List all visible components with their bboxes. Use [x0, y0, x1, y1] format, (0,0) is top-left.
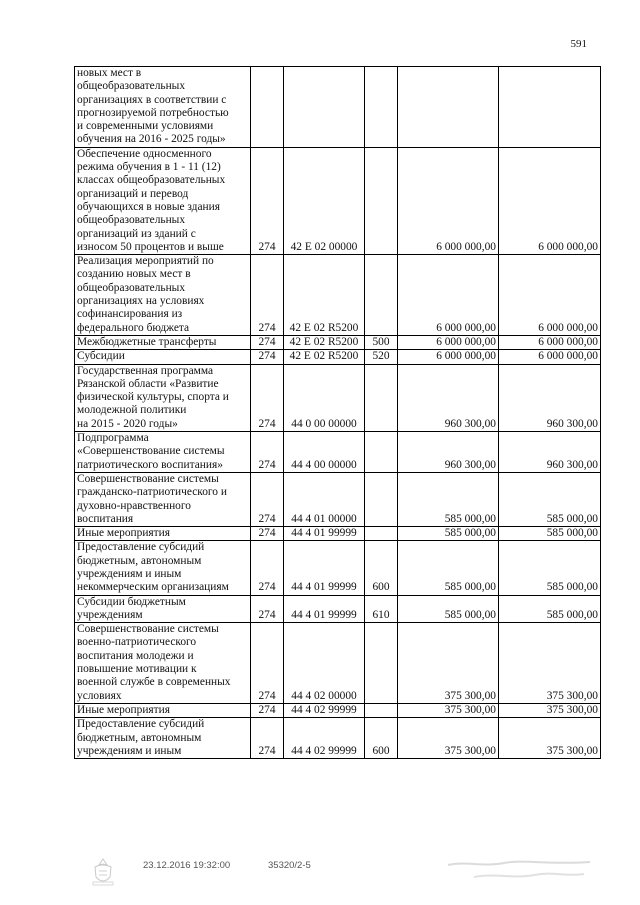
cell-vr — [365, 147, 398, 254]
cell-ved: 274 — [251, 350, 284, 364]
cell-sum-1: 375 300,00 — [398, 703, 499, 717]
cell-name-line: бюджетным, автономным — [77, 731, 202, 744]
cell-name-line: Иные мероприятия — [77, 527, 170, 540]
cell-name-line: режима обучения в 1 - 11 (12) — [77, 161, 221, 174]
cell-name-line: физической культуры, спорта и — [77, 391, 229, 404]
cell-vr: 500 — [365, 335, 398, 349]
cell-name — [75, 541, 251, 595]
cell-ved: 274 — [251, 623, 284, 704]
cell-ved: 274 — [251, 595, 284, 623]
cell-name-line: Подпрограмма — [77, 432, 149, 445]
cell-name-line: военной службе в современных — [77, 676, 231, 689]
cell-sum-2: 6 000 000,00 — [499, 335, 601, 349]
cell-sum-2: 585 000,00 — [499, 472, 601, 526]
budget-table-body — [75, 67, 601, 759]
cell-sum-2: 6 000 000,00 — [499, 255, 601, 336]
table-row — [75, 623, 601, 704]
cell-csr: 42 Е 02 R5200 — [284, 335, 365, 349]
cell-name-line: Государственная программа — [77, 364, 214, 377]
cell-ved: 274 — [251, 541, 284, 595]
cell-name-line: Иные мероприятия — [77, 703, 170, 716]
cell-csr: 44 4 01 99999 — [284, 541, 365, 595]
cell-sum-1: 585 000,00 — [398, 541, 499, 595]
cell-sum-2: 6 000 000,00 — [499, 350, 601, 364]
cell-name-line: Субсидии — [77, 350, 125, 363]
cell-sum-2: 585 000,00 — [499, 541, 601, 595]
cell-name-line: Совершенствование системы — [77, 623, 219, 636]
cell-sum-2: 585 000,00 — [499, 595, 601, 623]
cell-csr: 44 4 02 00000 — [284, 623, 365, 704]
table-row — [75, 255, 601, 336]
table-row — [75, 472, 601, 526]
cell-csr: 42 Е 02 R5200 — [284, 350, 365, 364]
cell-name-line: на 2015 - 2020 годы» — [77, 417, 178, 430]
table-row — [75, 147, 601, 254]
cell-sum-1: 6 000 000,00 — [398, 350, 499, 364]
table-row — [75, 595, 601, 623]
cell-sum-1: 960 300,00 — [398, 364, 499, 431]
cell-name-line: созданию новых мест в — [77, 268, 191, 281]
cell-name-line: организациях на условиях — [77, 295, 205, 308]
cell-ved: 274 — [251, 364, 284, 431]
cell-sum-1: 585 000,00 — [398, 595, 499, 623]
cell-name-line: общеобразовательных — [77, 214, 186, 227]
table-row — [75, 364, 601, 431]
cell-vr — [365, 472, 398, 526]
footer-datetime: 23.12.2016 19:32:00 — [143, 860, 231, 871]
table-row — [75, 350, 601, 364]
cell-sum-2: 960 300,00 — [499, 432, 601, 473]
cell-name-line: молодежной политики — [77, 404, 187, 417]
cell-sum-1 — [398, 67, 499, 148]
cell-name-line: повышение мотивации к — [77, 663, 197, 676]
cell-sum-2: 6 000 000,00 — [499, 147, 601, 254]
cell-sum-1: 375 300,00 — [398, 718, 499, 759]
cell-ved: 274 — [251, 147, 284, 254]
cell-name-line: «Совершенствование системы — [77, 445, 225, 458]
cell-name — [75, 350, 251, 364]
cell-name-line: общеобразовательных — [77, 281, 186, 294]
cell-name-line: организациях в соответствии с — [77, 93, 227, 106]
cell-sum-1: 960 300,00 — [398, 432, 499, 473]
cell-name-line: и современными условиями — [77, 120, 214, 133]
cell-name-line: организаций из зданий с — [77, 227, 196, 240]
cell-name-line: духовно-нравственного — [77, 499, 191, 512]
cell-vr — [365, 623, 398, 704]
cell-vr — [365, 67, 398, 148]
cell-sum-1: 585 000,00 — [398, 472, 499, 526]
cell-sum-2: 375 300,00 — [499, 718, 601, 759]
cell-name — [75, 432, 251, 473]
cell-name-line: некоммерческим организациям — [77, 581, 229, 594]
table-row — [75, 527, 601, 541]
cell-csr: 44 0 00 00000 — [284, 364, 365, 431]
cell-name-line: софинансирования из — [77, 308, 183, 321]
table-row — [75, 335, 601, 349]
cell-ved: 274 — [251, 703, 284, 717]
cell-ved: 274 — [251, 255, 284, 336]
cell-name-line: Межбюджетные трансферты — [77, 335, 217, 348]
cell-name-line: обучения на 2016 - 2025 годы» — [77, 133, 226, 146]
cell-name — [75, 472, 251, 526]
cell-csr: 44 4 01 00000 — [284, 472, 365, 526]
table-row — [75, 541, 601, 595]
cell-vr: 610 — [365, 595, 398, 623]
cell-name-line: Предоставление субсидий — [77, 541, 205, 554]
cell-name — [75, 703, 251, 717]
cell-name-line: обучающихся в новые здания — [77, 200, 220, 213]
cell-vr — [365, 432, 398, 473]
cell-name-line: Предоставление субсидий — [77, 718, 205, 731]
cell-sum-2: 960 300,00 — [499, 364, 601, 431]
cell-vr — [365, 527, 398, 541]
cell-name-line: Субсидии бюджетным — [77, 595, 186, 608]
cell-name-line: федерального бюджета — [77, 321, 190, 334]
cell-name — [75, 255, 251, 336]
cell-name — [75, 623, 251, 704]
cell-name — [75, 67, 251, 148]
cell-ved: 274 — [251, 432, 284, 473]
cell-ved: 274 — [251, 527, 284, 541]
cell-ved: 274 — [251, 472, 284, 526]
cell-name — [75, 147, 251, 254]
cell-name-line: Обеспечение односменного — [77, 147, 212, 160]
cell-name-line: учреждениям и иным — [77, 567, 182, 580]
cell-sum-2: 375 300,00 — [499, 623, 601, 704]
cell-name — [75, 364, 251, 431]
cell-sum-1: 6 000 000,00 — [398, 147, 499, 254]
page-number: 591 — [570, 38, 587, 50]
cell-ved — [251, 67, 284, 148]
cell-ved: 274 — [251, 718, 284, 759]
cell-name — [75, 335, 251, 349]
cell-name-line: Рязанской области «Развитие — [77, 377, 219, 390]
table-row — [75, 67, 601, 148]
cell-sum-1: 6 000 000,00 — [398, 255, 499, 336]
table-row — [75, 718, 601, 759]
cell-csr: 42 Е 02 R5200 — [284, 255, 365, 336]
cell-sum-2: 585 000,00 — [499, 527, 601, 541]
cell-csr: 42 Е 02 00000 — [284, 147, 365, 254]
copy-stamp-icon — [444, 857, 594, 883]
cell-name-line: новых мест в — [77, 67, 142, 79]
cell-name-line: Реализация мероприятий по — [77, 255, 214, 268]
cell-sum-2 — [499, 67, 601, 148]
cell-name-line: учреждениям — [77, 608, 143, 621]
cell-csr: 44 4 00 00000 — [284, 432, 365, 473]
cell-sum-1: 585 000,00 — [398, 527, 499, 541]
cell-name-line: патриотического воспитания» — [77, 458, 223, 471]
cell-vr: 600 — [365, 718, 398, 759]
cell-name-line: классах общеобразовательных — [77, 174, 226, 187]
cell-name-line: гражданско-патриотического и — [77, 486, 227, 499]
cell-name-line: организаций и перевод — [77, 187, 189, 200]
cell-csr: 44 4 02 99999 — [284, 703, 365, 717]
footer-doc-number: 35320/2-5 — [268, 860, 311, 871]
cell-name-line: учреждениям и иным — [77, 744, 182, 757]
cell-vr: 520 — [365, 350, 398, 364]
cell-name-line: износом 50 процентов и выше — [77, 240, 224, 253]
cell-name-line: условиях — [77, 689, 122, 702]
cell-vr — [365, 255, 398, 336]
cell-vr: 600 — [365, 541, 398, 595]
cell-sum-1: 6 000 000,00 — [398, 335, 499, 349]
cell-csr: 44 4 01 99999 — [284, 595, 365, 623]
cell-name-line: воспитания молодежи и — [77, 649, 194, 662]
cell-sum-1: 375 300,00 — [398, 623, 499, 704]
coat-of-arms-icon — [90, 857, 116, 887]
table-row — [75, 703, 601, 717]
cell-name-line: бюджетным, автономным — [77, 554, 202, 567]
cell-vr — [365, 703, 398, 717]
cell-ved: 274 — [251, 335, 284, 349]
cell-name — [75, 718, 251, 759]
table-row — [75, 432, 601, 473]
page-footer — [0, 857, 640, 897]
cell-name-line: прогнозируемой потребностью — [77, 106, 229, 119]
cell-csr — [284, 67, 365, 148]
cell-vr — [365, 364, 398, 431]
cell-sum-2: 375 300,00 — [499, 703, 601, 717]
cell-name — [75, 527, 251, 541]
cell-csr: 44 4 02 99999 — [284, 718, 365, 759]
cell-name — [75, 595, 251, 623]
budget-table — [74, 66, 601, 759]
cell-name-line: военно-патриотического — [77, 636, 197, 649]
cell-name-line: Совершенствование системы — [77, 472, 219, 485]
cell-csr: 44 4 01 99999 — [284, 527, 365, 541]
cell-name-line: воспитания — [77, 512, 134, 525]
cell-name-line: общеобразовательных — [77, 80, 186, 93]
